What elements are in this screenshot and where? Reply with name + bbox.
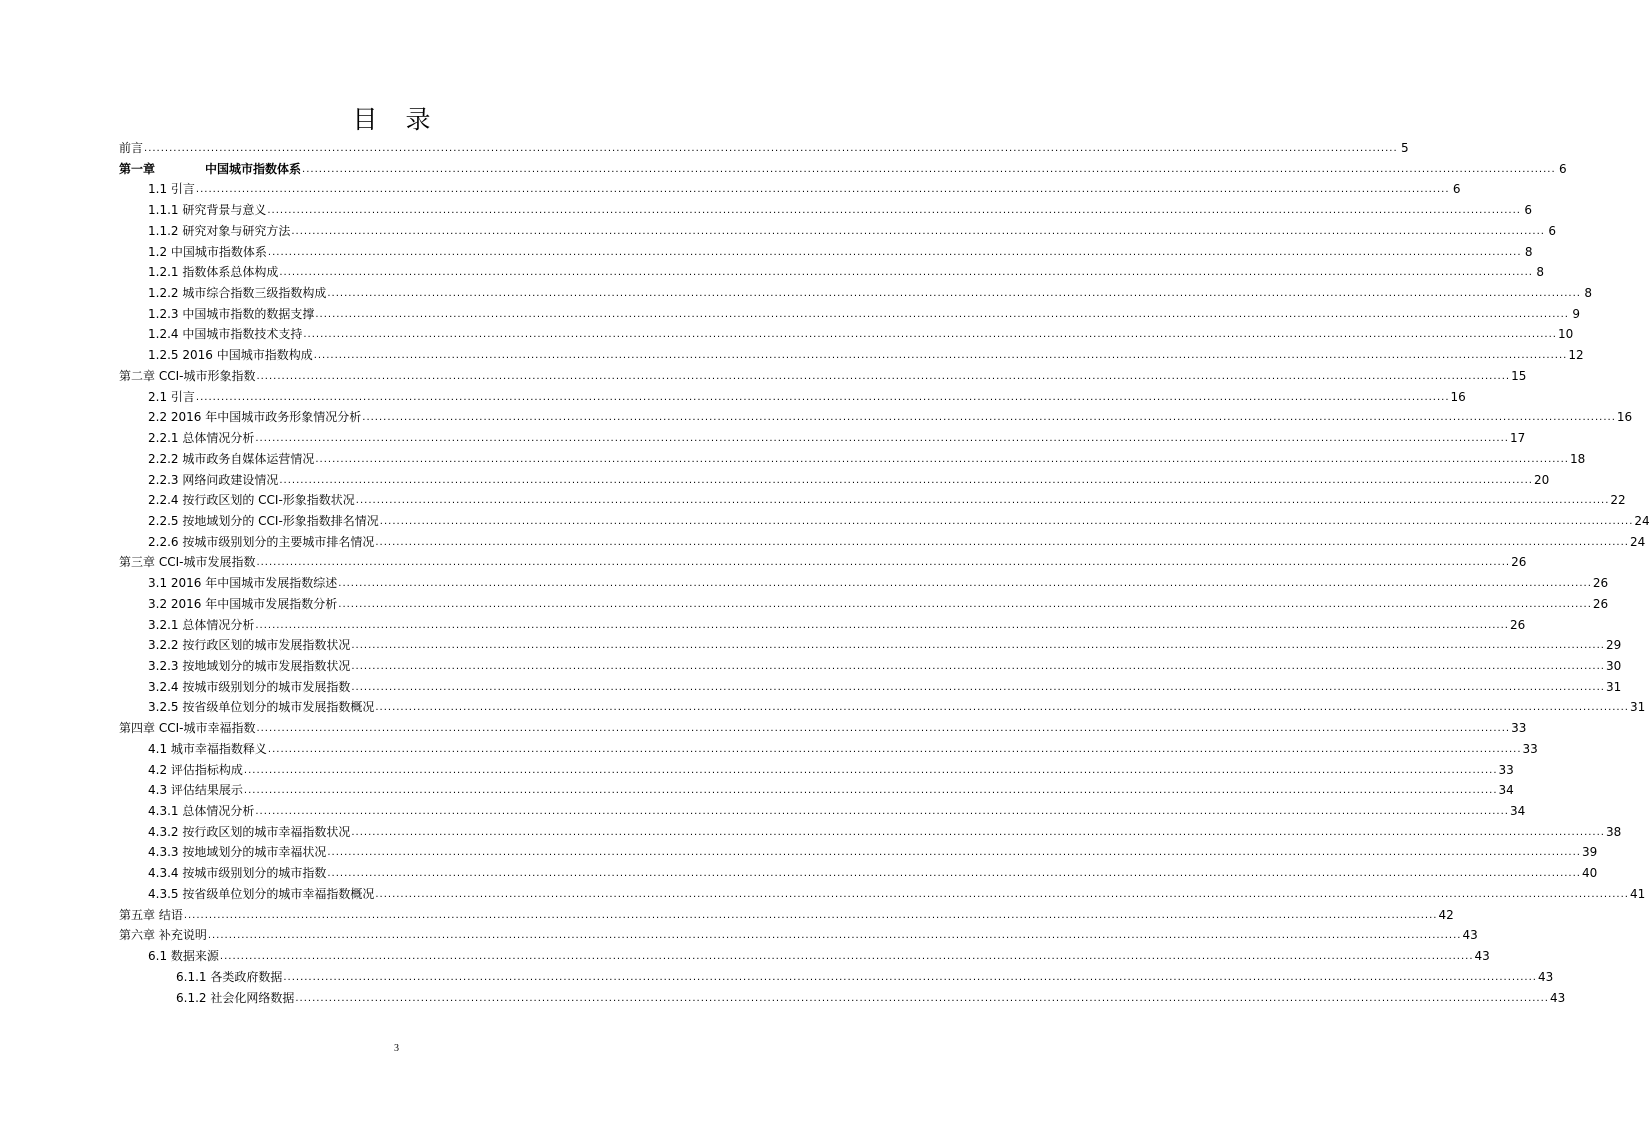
toc-entry-label: 4.3.3 按地域划分的城市幸福状况 <box>148 845 327 860</box>
toc-entry-page: 22 <box>1610 493 1626 508</box>
toc-entry-page: 30 <box>1605 659 1622 673</box>
leader-dots: ............................................................................................................................................................................................................................................................................................................ <box>362 412 1616 424</box>
leader-dots: ............................................................................................................................................................................................................................................................................................................ <box>279 267 1533 279</box>
leader-dots: ............................................................................................................................................................................................................................................................................................................ <box>379 515 1634 527</box>
toc-entry-label: 1.2.5 2016 中国城市指数构成 <box>148 348 313 363</box>
toc-entry-label: 4.3.1 总体情况分析 <box>148 804 255 819</box>
toc-entry-label: 1.2.3 中国城市指数的数据支撑 <box>148 306 315 321</box>
toc-entry[interactable] <box>176 967 1554 985</box>
leader-dots: ............................................................................................................................................................................................................................................................................................................ <box>351 661 1605 672</box>
toc-entry[interactable] <box>148 822 1622 840</box>
leader-dots: ............................................................................................................................................................................................................................................................................................................ <box>315 308 1569 320</box>
toc-entry-page: 8 <box>1584 286 1592 301</box>
toc-entry-page: 26 <box>1592 596 1609 611</box>
toc-entry-label: 4.3.2 按行政区划的城市幸福指数状况 <box>148 824 351 839</box>
leader-dots: ............................................................................................................................................................................................................................................................................................................ <box>351 640 1605 652</box>
toc-entry[interactable] <box>148 242 1533 260</box>
toc-entry[interactable] <box>148 428 1526 446</box>
toc-entry-label: 2.2.6 按城市级别划分的主要城市排名情况 <box>148 534 375 549</box>
leader-dots: ............................................................................................................................................................................................................................................................................................................ <box>313 350 1568 362</box>
toc-entry-label: 1.2 中国城市指数体系 <box>148 244 267 259</box>
toc-entry[interactable] <box>148 221 1556 239</box>
toc-entry[interactable] <box>176 988 1566 1006</box>
toc-entry-page: 24 <box>1629 534 1646 549</box>
leader-dots: ............................................................................................................................................................................................................................................................................................................ <box>303 329 1557 341</box>
toc-entry-page: 24 <box>1634 513 1650 528</box>
toc-entry-page: 20 <box>1533 472 1550 487</box>
toc-entry-label: 1.2.4 中国城市指数技术支持 <box>148 327 303 342</box>
toc-entry[interactable] <box>148 283 1592 301</box>
toc-entry-label: 3.2 2016 年中国城市发展指数分析 <box>148 596 338 611</box>
toc-entry[interactable] <box>148 884 1646 902</box>
toc-entry-page: 10 <box>1557 327 1574 342</box>
toc-entry[interactable] <box>148 863 1598 881</box>
leader-dots: ............................................................................................................................................................................................................................................................................................................ <box>267 743 1522 755</box>
toc-entry-label: 第四章 CCI-城市幸福指数 <box>119 721 256 736</box>
toc-entry-label: 第六章 补充说明 <box>119 928 207 943</box>
toc-entry-label: 1.2.1 指数体系总体构成 <box>148 265 279 280</box>
toc-entry[interactable] <box>148 635 1622 653</box>
toc-entry[interactable] <box>148 304 1580 322</box>
toc-entry-page: 18 <box>1569 451 1586 466</box>
toc-entry[interactable] <box>148 697 1646 715</box>
toc-entry[interactable] <box>148 387 1466 405</box>
toc-entry-label: 1.2.2 城市综合指数三级指数构成 <box>148 286 327 301</box>
toc-entry-page: 43 <box>1549 990 1566 1005</box>
toc-entry[interactable] <box>119 925 1478 943</box>
toc-entry-label: 4.3.5 按省级单位划分的城市幸福指数概况 <box>148 886 375 901</box>
leader-dots: ............................................................................................................................................................................................................................................................................................................ <box>255 619 1509 631</box>
leader-dots: ............................................................................................................................................................................................................................................................................................................ <box>338 578 1592 590</box>
toc-entry[interactable] <box>148 345 1584 363</box>
toc-entry-page: 26 <box>1509 617 1526 632</box>
toc-entry[interactable] <box>119 905 1454 923</box>
toc-entry-label: 6.1.2 社会化网络数据 <box>176 990 295 1005</box>
toc-entry-page: 43 <box>1462 928 1478 943</box>
leader-dots: ............................................................................................................................................................................................................................................................................................................ <box>243 764 1498 776</box>
toc-entry[interactable] <box>148 324 1574 342</box>
toc-entry-page: 34 <box>1509 804 1526 819</box>
toc-entry[interactable] <box>148 532 1646 550</box>
toc-entry-page: 6 <box>1452 182 1461 197</box>
leader-dots: ............................................................................................................................................................................................................................................................................................................ <box>351 681 1605 693</box>
leader-dots: ............................................................................................................................................................................................................................................................................................................ <box>279 474 1533 486</box>
page-number: 3 <box>394 1043 399 1054</box>
toc-entry-page: 42 <box>1438 907 1454 922</box>
leader-dots: ............................................................................................................................................................................................................................................................................................................ <box>338 598 1592 610</box>
toc-entry[interactable] <box>148 490 1626 508</box>
toc-entry-page: 33 <box>1522 741 1538 756</box>
toc-entry[interactable] <box>148 739 1538 757</box>
toc-entry-label: 前言 <box>119 141 144 155</box>
toc-entry-label: 1.1.2 研究对象与研究方法 <box>148 223 291 238</box>
toc-entry-label: 6.1 数据来源 <box>148 949 219 964</box>
toc-entry-label: 6.1.1 各类政府数据 <box>176 969 283 984</box>
toc-entry-label: 2.2.4 按行政区划的 CCI-形象指数状况 <box>148 493 355 508</box>
toc-entry-label: 2.2.5 按地域划分的 CCI-形象指数排名情况 <box>148 513 379 528</box>
leader-dots: ............................................................................................................................................................................................................................................................................................................ <box>256 370 1511 382</box>
leader-dots: ............................................................................................................................................................................................................................................................................................................ <box>355 495 1610 507</box>
toc-entry[interactable] <box>148 449 1586 467</box>
toc-entry[interactable] <box>148 594 1609 612</box>
leader-dots: ............................................................................................................................................................................................................................................................................................................ <box>219 951 1474 963</box>
leader-dots: ............................................................................................................................................................................................................................................................................................................ <box>351 826 1605 838</box>
leader-dots: ............................................................................................................................................................................................................................................................................................................ <box>267 205 1521 217</box>
leader-dots: ............................................................................................................................................................................................................................................................................................................ <box>302 163 1556 175</box>
toc-entry-label: 4.3.4 按城市级别划分的城市指数 <box>148 866 327 881</box>
toc-entry[interactable] <box>148 801 1526 819</box>
toc-entry-page: 33 <box>1498 762 1514 777</box>
toc-entry-page: 33 <box>1511 721 1527 736</box>
toc-entry-label: 4.2 评估指标构成 <box>148 762 243 777</box>
toc-entry[interactable] <box>119 366 1527 384</box>
toc-entry-page: 31 <box>1605 679 1622 694</box>
leader-dots: ............................................................................................................................................................................................................................................................................................................ <box>295 992 1549 1004</box>
leader-dots: ............................................................................................................................................................................................................................................................................................................ <box>283 971 1537 983</box>
toc-entry-label: 2.2.3 网络问政建设情况 <box>148 472 279 487</box>
toc-entry-label: 2.2.1 总体情况分析 <box>148 431 255 446</box>
toc-entry-page: 6 <box>1524 203 1532 218</box>
toc-entry[interactable] <box>148 842 1598 860</box>
toc-entry-label: 第三章 CCI-城市发展指数 <box>119 555 256 570</box>
leader-dots: ............................................................................................................................................................................................................................................................................................................ <box>243 785 1498 797</box>
toc-entry-page: 39 <box>1581 845 1598 860</box>
leader-dots: ............................................................................................................................................................................................................................................................................................................ <box>256 557 1511 569</box>
leader-dots: ............................................................................................................................................................................................................................................................................................................ <box>327 868 1581 880</box>
toc-entry-label: 4.1 城市幸福指数释义 <box>148 741 267 756</box>
toc-entry-page: 26 <box>1511 555 1527 570</box>
leader-dots: ............................................................................................................................................................................................................................................................................................................ <box>195 391 1450 403</box>
toc-entry-label: 1.1 引言 <box>148 182 195 197</box>
toc-entry-page: 38 <box>1605 824 1622 839</box>
toc-entry-label: 第一章 中国城市指数体系 <box>119 161 302 176</box>
toc-entry[interactable] <box>148 179 1461 197</box>
toc-entry-page: 6 <box>1559 161 1567 176</box>
leader-dots: ............................................................................................................................................................................................................................................................................................................ <box>256 723 1511 735</box>
leader-dots: ............................................................................................................................................................................................................................................................................................................ <box>144 143 1398 154</box>
toc-entry-label: 2.2 2016 年中国城市政务形象情况分析 <box>148 410 362 425</box>
toc-entry[interactable] <box>148 470 1550 488</box>
leader-dots: ............................................................................................................................................................................................................................................................................................................ <box>255 433 1509 445</box>
leader-dots: ............................................................................................................................................................................................................................................................................................................ <box>375 888 1629 900</box>
toc-entry[interactable] <box>119 552 1527 570</box>
toc-entry-page: 8 <box>1536 265 1544 280</box>
toc-entry-label: 3.2.1 总体情况分析 <box>148 617 255 632</box>
leader-dots: ............................................................................................................................................................................................................................................................................................................ <box>315 453 1569 465</box>
toc-entry-label: 4.3 评估结果展示 <box>148 783 243 798</box>
toc-entry-page: 29 <box>1605 638 1622 653</box>
toc-entry-label: 1.1.1 研究背景与意义 <box>148 203 267 218</box>
toc-entry[interactable] <box>148 511 1650 529</box>
leader-dots: ............................................................................................................................................................................................................................................................................................................ <box>207 930 1462 942</box>
toc-entry[interactable] <box>148 615 1526 633</box>
toc-entry[interactable] <box>148 780 1514 798</box>
toc-entry[interactable] <box>148 200 1532 218</box>
toc-entry-page: 12 <box>1568 348 1584 363</box>
toc-entry[interactable] <box>119 159 1567 177</box>
toc-entry-page: 16 <box>1450 389 1466 404</box>
toc-entry[interactable] <box>148 656 1622 674</box>
toc-entry-page: 17 <box>1509 431 1526 446</box>
toc-entry[interactable] <box>148 573 1609 591</box>
leader-dots: ............................................................................................................................................................................................................................................................................................................ <box>375 702 1629 714</box>
toc-entry-page: 34 <box>1498 783 1514 798</box>
toc-entry-page: 6 <box>1548 223 1556 238</box>
leader-dots: ............................................................................................................................................................................................................................................................................................................ <box>375 536 1629 548</box>
toc-entry-page: 8 <box>1524 244 1533 259</box>
toc-entry-label: 3.2.3 按地域划分的城市发展指数状况 <box>148 659 351 673</box>
toc-entry-page: 15 <box>1511 368 1527 383</box>
leader-dots: ............................................................................................................................................................................................................................................................................................................ <box>183 909 1438 921</box>
leader-dots: ............................................................................................................................................................................................................................................................................................................ <box>291 225 1545 237</box>
toc-entry-page: 40 <box>1581 866 1598 881</box>
leader-dots: ............................................................................................................................................................................................................................................................................................................ <box>267 246 1522 258</box>
toc-entry[interactable] <box>148 677 1622 695</box>
toc-entry-page: 43 <box>1474 949 1490 964</box>
leader-dots: ............................................................................................................................................................................................................................................................................................................ <box>327 847 1581 859</box>
toc-entry-page: 16 <box>1616 410 1633 425</box>
toc-entry-page: 5 <box>1401 141 1409 155</box>
toc-title: 目 录 <box>352 105 441 134</box>
toc-entry[interactable] <box>148 946 1490 964</box>
toc-entry-page: 26 <box>1592 576 1609 591</box>
toc-entry-label: 3.2.4 按城市级别划分的城市发展指数 <box>148 679 351 694</box>
leader-dots: ............................................................................................................................................................................................................................................................................................................ <box>195 184 1450 196</box>
toc-entry[interactable] <box>148 760 1514 778</box>
leader-dots: ............................................................................................................................................................................................................................................................................................................ <box>255 806 1509 818</box>
toc-entry-label: 3.2.2 按行政区划的城市发展指数状况 <box>148 638 351 653</box>
toc-entry-label: 第二章 CCI-城市形象指数 <box>119 368 256 383</box>
toc-entry-label: 3.1 2016 年中国城市发展指数综述 <box>148 576 338 591</box>
leader-dots: ............................................................................................................................................................................................................................................................................................................ <box>327 288 1581 300</box>
toc-entry[interactable] <box>148 407 1633 425</box>
toc-entry[interactable] <box>148 262 1544 280</box>
toc-entry[interactable] <box>119 718 1527 736</box>
toc-entry-label: 第五章 结语 <box>119 907 183 922</box>
toc-entry[interactable] <box>119 138 1409 156</box>
toc-entry-label: 3.2.5 按省级单位划分的城市发展指数概况 <box>148 700 375 715</box>
toc-entry-label: 2.1 引言 <box>148 389 195 404</box>
toc-entry-page: 41 <box>1629 886 1646 901</box>
toc-entry-page: 43 <box>1537 969 1554 984</box>
toc-entry-page: 31 <box>1629 700 1646 715</box>
toc-entry-label: 2.2.2 城市政务自媒体运营情况 <box>148 451 315 466</box>
toc-entry-page: 9 <box>1572 306 1580 321</box>
